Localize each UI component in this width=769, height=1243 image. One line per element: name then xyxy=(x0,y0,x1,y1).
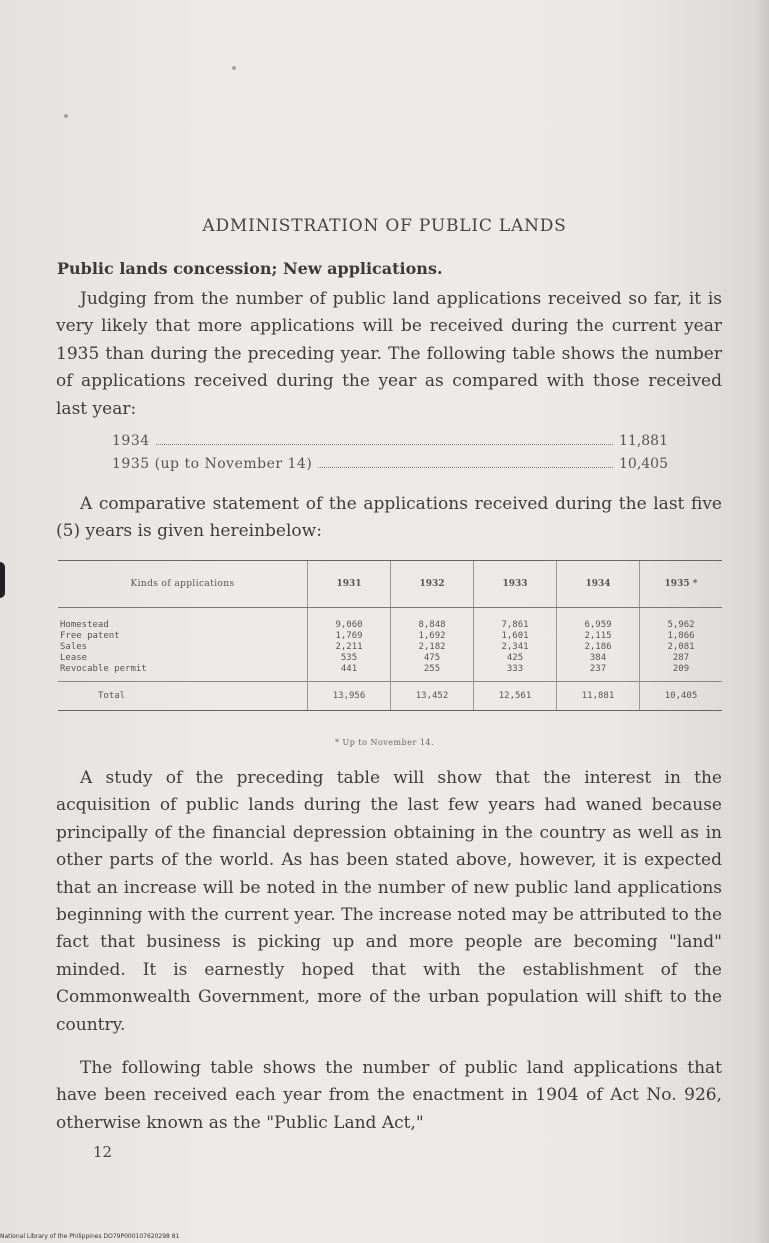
kind-label: Homestead xyxy=(60,620,109,630)
total-label: Total xyxy=(58,682,308,711)
table-cell: 1,769 xyxy=(335,631,363,641)
table-cell: 2,115 xyxy=(584,631,612,641)
table-cell: 441 xyxy=(340,664,358,674)
page-number: 12 xyxy=(93,1143,113,1161)
header-1932: 1932 xyxy=(391,561,474,608)
header-1931: 1931 xyxy=(308,561,391,608)
paragraph-study xyxy=(56,765,722,1039)
table-cell: 535 xyxy=(340,653,358,663)
table-cell: 425 xyxy=(506,653,524,663)
total-1931: 13,956 xyxy=(308,682,391,711)
total-1933: 12,561 xyxy=(474,682,557,711)
kind-label: Sales xyxy=(60,642,88,652)
kind-label: Lease xyxy=(60,653,88,663)
total-1934: 11,881 xyxy=(557,682,640,711)
table-cell: 2,186 xyxy=(584,642,612,652)
paragraph-intro-text: Judging from the number of public land applications received so far, it is very likely that more applications will be received during the current year 1935 than during the preceding year. The following table shows the number of applications received during the year as compared with those received last year: xyxy=(56,289,722,419)
column-1933 xyxy=(474,608,557,682)
leader-dots xyxy=(318,456,613,468)
speck xyxy=(232,66,236,70)
table-cell: 475 xyxy=(423,653,441,663)
table-cell: 384 xyxy=(589,653,607,663)
table-cell: 8,848 xyxy=(418,620,446,630)
column-1932 xyxy=(391,608,474,682)
table-header-row xyxy=(58,561,722,608)
table-cell: 2,081 xyxy=(667,642,695,652)
comparison-label: 1934 xyxy=(112,433,150,449)
table-cell: 2,341 xyxy=(501,642,529,652)
total-1932: 13,452 xyxy=(391,682,474,711)
comparison-row-1934 xyxy=(112,433,668,449)
page-edge-shadow xyxy=(755,0,769,1243)
applications-table xyxy=(58,560,722,711)
kind-label: Revocable permit xyxy=(60,664,147,674)
column-1931 xyxy=(308,608,391,682)
table-body-row xyxy=(58,608,722,682)
table-cell: 209 xyxy=(672,664,690,674)
header-1935: 1935 * xyxy=(640,561,723,608)
paragraph-following xyxy=(56,1055,722,1137)
table-total-row xyxy=(58,682,722,711)
table-cell: 287 xyxy=(672,653,690,663)
comparison-row-1935 xyxy=(112,456,668,472)
table-cell: 7,861 xyxy=(501,620,529,630)
table-cell: 6,959 xyxy=(584,620,612,630)
speck xyxy=(64,114,68,118)
section-subheading: Public lands concession; New applications. xyxy=(57,259,443,278)
leader-dots xyxy=(156,433,613,445)
paragraph-intro xyxy=(56,286,722,423)
comparison-value: 11,881 xyxy=(619,433,668,449)
table-cell: 1,692 xyxy=(418,631,446,641)
table-cell: 5,962 xyxy=(667,620,695,630)
paragraph-statement-text: A comparative statement of the applications received during the last five (5) years is given hereinbelow: xyxy=(56,494,722,542)
comparison-label: 1935 (up to November 14) xyxy=(112,456,313,472)
header-1934: 1934 xyxy=(557,561,640,608)
table-cell: 1,866 xyxy=(667,631,695,641)
header-1933: 1933 xyxy=(474,561,557,608)
paragraph-statement xyxy=(56,491,722,546)
table-cell: 333 xyxy=(506,664,524,674)
scan-credit: National Library of the Philippines DO79P000107620298 81 xyxy=(0,1233,180,1240)
table-footnote: * Up to November 14. xyxy=(334,738,435,747)
kind-label: Free patent xyxy=(60,631,120,641)
page-title: ADMINISTRATION OF PUBLIC LANDS xyxy=(202,216,567,236)
paragraph-following-text: The following table shows the number of public land applications that have been received each year from the enactment in 1904 of Act No. 926, otherwise known as the "Public Land Act," xyxy=(56,1058,722,1133)
kinds-column xyxy=(58,608,308,682)
table-cell: 1,601 xyxy=(501,631,529,641)
binding-mark xyxy=(0,562,5,598)
table-cell: 255 xyxy=(423,664,441,674)
table-cell: 2,182 xyxy=(418,642,446,652)
column-1934 xyxy=(557,608,640,682)
total-1935: 10,405 xyxy=(640,682,723,711)
table-cell: 237 xyxy=(589,664,607,674)
table-cell: 9,060 xyxy=(335,620,363,630)
paragraph-study-text: A study of the preceding table will show that the interest in the acquisition of public lands during the last few years had waned because principally of the financial depression obtaining in the country as well as in other parts of the world. As has been stated above, however, it is expected that an increase will be noted in the number of new public land applications beginning with the current year. The increase noted may be attributed to the fact that business is picking up and more people are becoming "land" minded. It is earnestly hoped that with the establishment of the Commonwealth Government, more of the urban population will shift to the country. xyxy=(56,768,722,1035)
header-kinds: Kinds of applications xyxy=(58,561,308,608)
table-cell: 2,211 xyxy=(335,642,363,652)
comparison-value: 10,405 xyxy=(619,456,668,472)
column-1935 xyxy=(640,608,723,682)
